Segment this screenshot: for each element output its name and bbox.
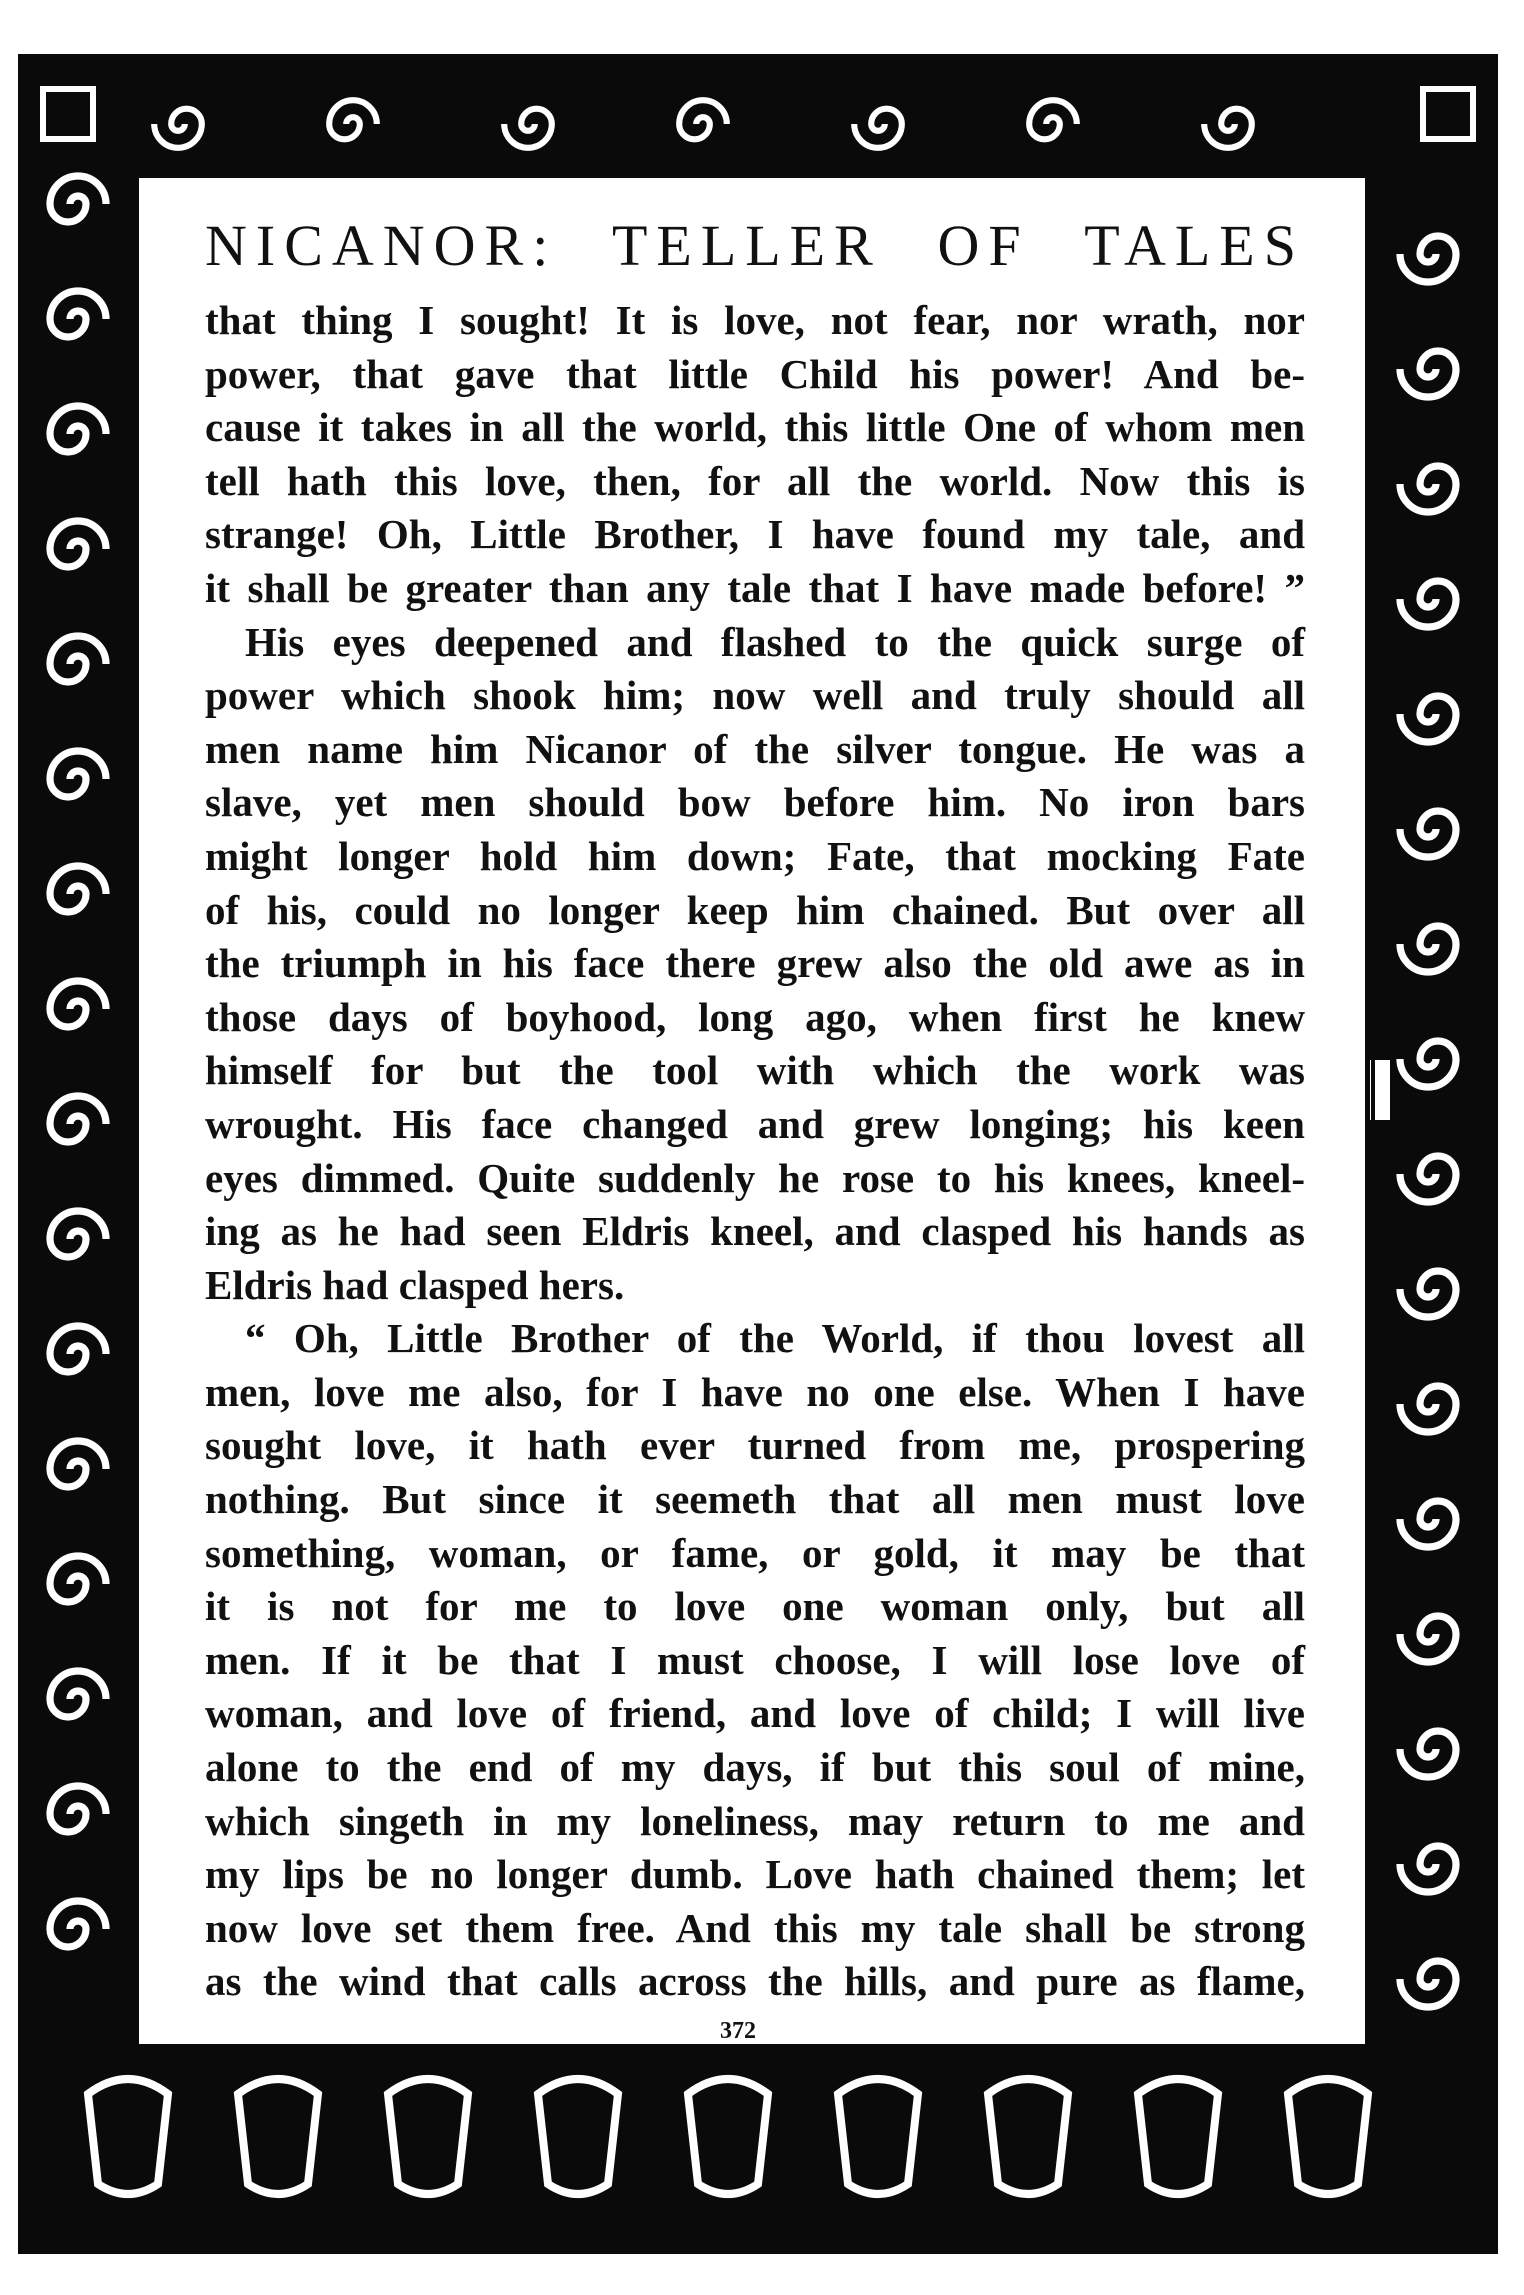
text-line: cause it takes in all the world, this little One of whom men (205, 404, 1305, 451)
swirl-ornament (50, 1211, 106, 1257)
swirl-ornament (1400, 1961, 1456, 2007)
text-line: as the wind that calls across the hills, and pure as flame, (205, 1958, 1305, 2005)
swirl-ornament (1400, 1846, 1456, 1892)
text-line: woman, and love of friend, and love of child; I will live (205, 1690, 1305, 1737)
text-line: that thing I sought! It is love, not fear, nor wrath, nor (205, 297, 1305, 343)
text-line: my lips be no longer dumb. Love hath chained them; let (205, 1851, 1305, 1898)
swirl-ornament (1029, 100, 1077, 139)
text-line: the triumph in his face there grew also the old awe as in (205, 940, 1305, 987)
running-head: NICANOR: TELLER OF TALES (205, 213, 1305, 278)
text-line: those days of boyhood, long ago, when first he knew (205, 993, 1305, 1040)
text-line: ing as he had seen Eldris kneel, and clasped his hands as (205, 1208, 1305, 1255)
text-line: of his, could no longer keep him chained. But over all (205, 886, 1305, 933)
shield-ornament (538, 2079, 618, 2194)
page-body-text (205, 294, 1305, 2009)
shield-ornament (1138, 2079, 1218, 2194)
text-line: eyes dimmed. Quite suddenly he rose to his knees, kneel- (205, 1154, 1305, 1201)
swirl-ornament (1400, 1041, 1456, 1087)
text-line: wrought. His face changed and grew longing; his keen (205, 1100, 1305, 1147)
swirl-ornament (1400, 1271, 1456, 1317)
text-line: His eyes deepened and flashed to the quick surge of (245, 618, 1305, 665)
swirl-ornament (50, 1441, 106, 1487)
text-line: sought love, it hath ever turned from me, prospering (205, 1422, 1305, 1469)
text-line: power which shook him; now well and truly should all (205, 672, 1305, 719)
swirl-ornament (329, 100, 377, 139)
text-line: power, that gave that little Child his power! And be- (205, 350, 1305, 397)
swirl-ornament (1400, 696, 1456, 742)
swirl-ornament (1400, 581, 1456, 627)
swirl-ornament (1400, 1731, 1456, 1777)
swirl-ornament (1204, 109, 1252, 148)
swirl-ornament (1400, 1501, 1456, 1547)
swirl-ornament (1400, 811, 1456, 857)
text-line: men, love me also, for I have no one else. When I have (205, 1368, 1305, 1415)
swirl-ornament (50, 636, 106, 682)
text-line: might longer hold him down; Fate, that mocking Fate (205, 832, 1305, 879)
swirl-ornament (1400, 236, 1456, 282)
swirl-ornament (50, 981, 106, 1027)
text-line: now love set them free. And this my tale shall be strong (205, 1904, 1305, 1951)
swirl-ornament (679, 100, 727, 139)
swirl-ornament (50, 176, 106, 222)
text-line: Eldris had clasped hers. (205, 1261, 625, 1308)
swirl-ornament (1400, 466, 1456, 512)
text-line: which singeth in my loneliness, may return to me and (205, 1797, 1305, 1844)
swirl-ornament (50, 406, 106, 452)
shield-ornament (688, 2079, 768, 2194)
swirl-ornament (50, 1096, 106, 1142)
shield-ornament (238, 2079, 318, 2194)
swirl-ornament (1400, 1156, 1456, 1202)
swirl-ornament (854, 109, 902, 148)
swirl-ornament (50, 1901, 106, 1947)
shield-ornament (1288, 2079, 1368, 2194)
swirl-ornament (154, 109, 202, 148)
swirl-ornament (1400, 351, 1456, 397)
corner-rosette-ornament (43, 89, 93, 139)
shield-ornament (838, 2079, 918, 2194)
text-line: it shall be greater than any tale that I have made before! ” (205, 564, 1305, 611)
text-line: himself for but the tool with which the work was (205, 1047, 1305, 1094)
text-line: nothing. But since it seemeth that all men must love (205, 1476, 1305, 1523)
swirl-ornament (504, 109, 552, 148)
swirl-ornament (50, 866, 106, 912)
text-line: men name him Nicanor of the silver tongue. He was a (205, 725, 1305, 772)
swirl-ornament (50, 1326, 106, 1372)
swirl-ornament (1400, 926, 1456, 972)
swirl-ornament (50, 1671, 106, 1717)
text-line: “ Oh, Little Brother of the World, if thou lovest all (245, 1315, 1305, 1362)
swirl-ornament (1400, 1616, 1456, 1662)
swirl-ornament (50, 291, 106, 337)
shield-ornament (88, 2079, 168, 2194)
corner-rosette-ornament (1423, 89, 1473, 139)
text-line: slave, yet men should bow before him. No iron bars (205, 779, 1305, 826)
swirl-ornament (50, 1786, 106, 1832)
swirl-ornament (1400, 1386, 1456, 1432)
text-line: something, woman, or fame, or gold, it may be that (205, 1529, 1305, 1576)
swirl-ornament (50, 521, 106, 567)
shield-ornament (988, 2079, 1068, 2194)
text-line: strange! Oh, Little Brother, I have found my tale, and (205, 511, 1305, 558)
swirl-ornament (50, 751, 106, 797)
swirl-ornament (50, 1556, 106, 1602)
shield-ornament (388, 2079, 468, 2194)
text-line: men. If it be that I must choose, I will lose love of (205, 1636, 1305, 1683)
border-print-gap (1370, 1060, 1390, 1120)
page-number: 372 (720, 2018, 756, 2044)
text-line: tell hath this love, then, for all the world. Now this is (205, 457, 1305, 504)
text-line: it is not for me to love one woman only, but all (205, 1583, 1305, 1630)
text-line: alone to the end of my days, if but this soul of mine, (205, 1744, 1305, 1791)
